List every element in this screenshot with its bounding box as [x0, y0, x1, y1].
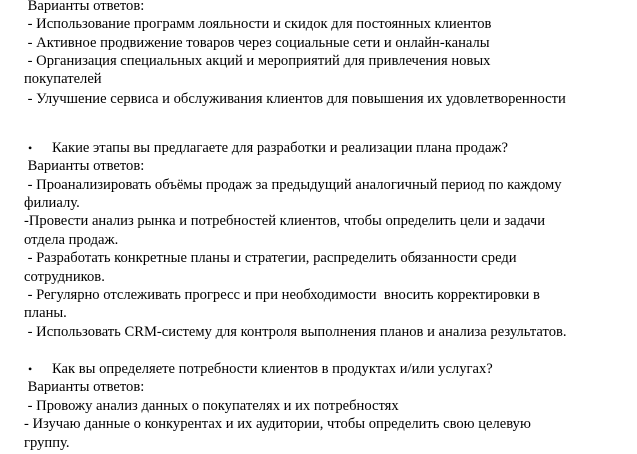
- question-heading: Как вы определяете потребности клиентов в продуктах и/или услугах?: [52, 361, 493, 377]
- answer-option: - Использовать CRM-систему для контроля выполнения планов и анализа результатов.: [24, 324, 567, 340]
- answers-label: Варианты ответов:: [24, 379, 145, 395]
- answers-label: Варианты ответов:: [24, 0, 145, 14]
- answer-option: - Регулярно отслеживать прогресс и при необходимости вносить корректировки в: [24, 287, 540, 303]
- answer-option: - Проанализировать объёмы продаж за предыдущий аналогичный период по каждому: [24, 177, 562, 193]
- question-heading: Какие этапы вы предлагаете для разработки и реализации плана продаж?: [52, 140, 508, 156]
- answer-option-continuation: филиалу.: [24, 195, 80, 211]
- answer-option-continuation: сотрудников.: [24, 269, 105, 285]
- answer-option-continuation: покупателей: [24, 71, 102, 87]
- answer-option: - Использование программ лояльности и скидок для постоянных клиентов: [24, 16, 492, 32]
- answer-option: - Организация специальных акций и мероприятий для привлечения новых: [24, 53, 491, 69]
- answer-option: - Улучшение сервиса и обслуживания клиентов для повышения их удовлетворенности: [24, 91, 566, 107]
- answer-option-continuation: группу.: [24, 435, 70, 451]
- answer-option: -Провести анализ рынка и потребностей клиентов, чтобы определить цели и задачи: [24, 213, 546, 229]
- answer-option-continuation: отдела продаж.: [24, 232, 119, 248]
- answer-option: - Разработать конкретные планы и стратегии, распределить обязанности среди: [24, 250, 517, 266]
- answer-option: - Изучаю данные о конкурентах и их аудитории, чтобы определить свою целевую: [24, 416, 531, 432]
- answers-label: Варианты ответов:: [24, 158, 145, 174]
- answer-option-continuation: планы.: [24, 305, 67, 321]
- bullet-icon: •: [28, 362, 33, 376]
- answer-option: - Активное продвижение товаров через социальные сети и онлайн-каналы: [24, 35, 490, 51]
- bullet-icon: •: [28, 141, 33, 155]
- answer-option: - Провожу анализ данных о покупателях и их потребностях: [24, 398, 399, 414]
